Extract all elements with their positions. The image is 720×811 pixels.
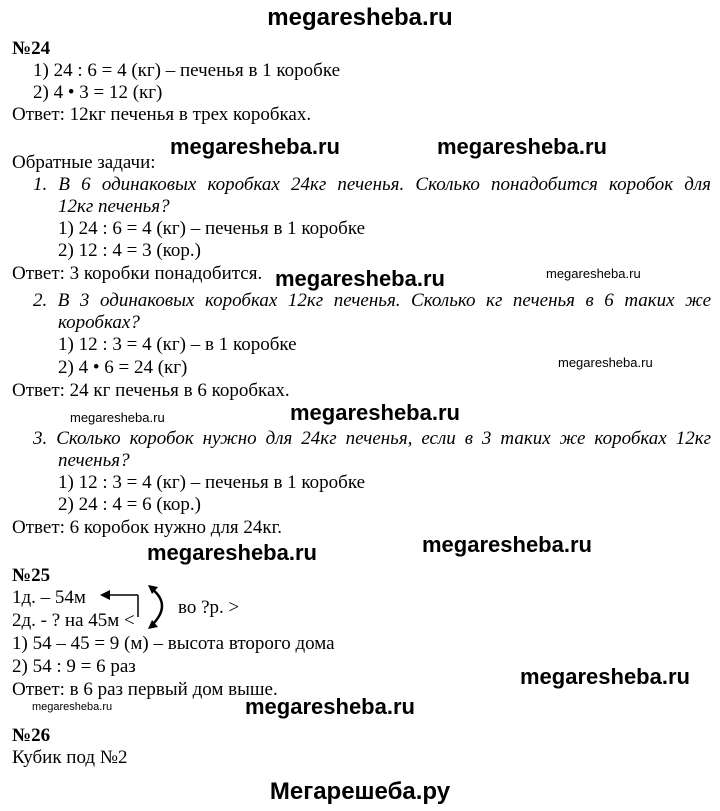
p25-house-1-row: 1д. – 54м [12,587,86,608]
comparison-arrows-icon [98,583,188,633]
inverse-tasks-heading: Обратные задачи: [12,152,156,173]
p26-text: Кубик под №2 [12,747,128,768]
inverse-task-1-step-2: 2) 12 : 4 = 3 (кор.) [58,240,201,261]
p24-step-2: 2) 4 • 3 = 12 (кг) [33,82,163,103]
inverse-task-2-line-2: коробках? [58,312,140,333]
inverse-task-1-line-1: 1. В 6 одинаковых коробках 24кг печенья. Сколько понадобится коробок для [33,174,711,195]
watermark: megaresheba.ru [422,532,592,557]
inverse-task-1-line-2: 12кг печенья? [58,196,170,217]
watermark: megaresheba.ru [70,410,165,425]
watermark: megaresheba.ru [437,134,607,159]
watermark: megaresheba.ru [520,664,690,689]
problem-25-number: №25 [12,565,51,586]
watermark: megaresheba.ru [558,355,653,370]
problem-24-number: №24 [12,38,51,59]
inverse-task-3-line-1: 3. Сколько коробок нужно для 24кг печенья, если в 3 таких же коробках 12кг [33,428,711,449]
inverse-task-3-line-2: печенья? [58,450,130,471]
watermark: megaresheba.ru [546,266,641,281]
p24-step-1: 1) 24 : 6 = 4 (кг) – печенья в 1 коробке [33,60,341,81]
inverse-task-2-step-2: 2) 4 • 6 = 24 (кг) [58,357,188,378]
p25-step-2: 2) 54 : 9 = 6 раз [12,656,136,677]
p25-step-1: 1) 54 – 45 = 9 (м) – высота второго дома [12,633,335,654]
watermark: megaresheba.ru [147,540,317,565]
inverse-task-3-step-1: 1) 12 : 3 = 4 (кг) – печенья в 1 коробке [58,472,366,493]
watermark: megaresheba.ru [290,400,460,425]
watermark: megaresheba.ru [32,701,113,713]
p25-answer: Ответ: в 6 раз первый дом выше. [12,679,278,700]
inverse-task-1-step-1: 1) 24 : 6 = 4 (кг) – печенья в 1 коробке [58,218,366,239]
inverse-task-2-step-1: 1) 12 : 3 = 4 (кг) – в 1 коробке [58,334,297,355]
inverse-task-3-answer: Ответ: 6 коробок нужно для 24кг. [12,517,283,538]
inverse-task-1-answer: Ответ: 3 коробки понадобится. [12,263,263,284]
inverse-task-3-step-2: 2) 24 : 4 = 6 (кор.) [58,494,201,515]
problem-26-number: №26 [12,725,51,746]
inverse-task-2-line-1: 2. В 3 одинаковых коробках 12кг печенья. Сколько кг печенья в 6 таких же [33,290,711,311]
watermark: megaresheba.ru [170,134,340,159]
p24-answer: Ответ: 12кг печенья в трех коробках. [12,104,312,125]
watermark: megaresheba.ru [275,266,445,291]
site-header: megaresheba.ru [267,4,453,31]
p25-house-2-row: 2д. - ? на 45м < [12,610,135,631]
site-footer: Мегарешеба.ру [269,778,451,805]
inverse-task-2-answer: Ответ: 24 кг печенья в 6 коробках. [12,380,290,401]
p25-question: во ?р. > [178,597,240,618]
watermark: megaresheba.ru [245,694,415,719]
